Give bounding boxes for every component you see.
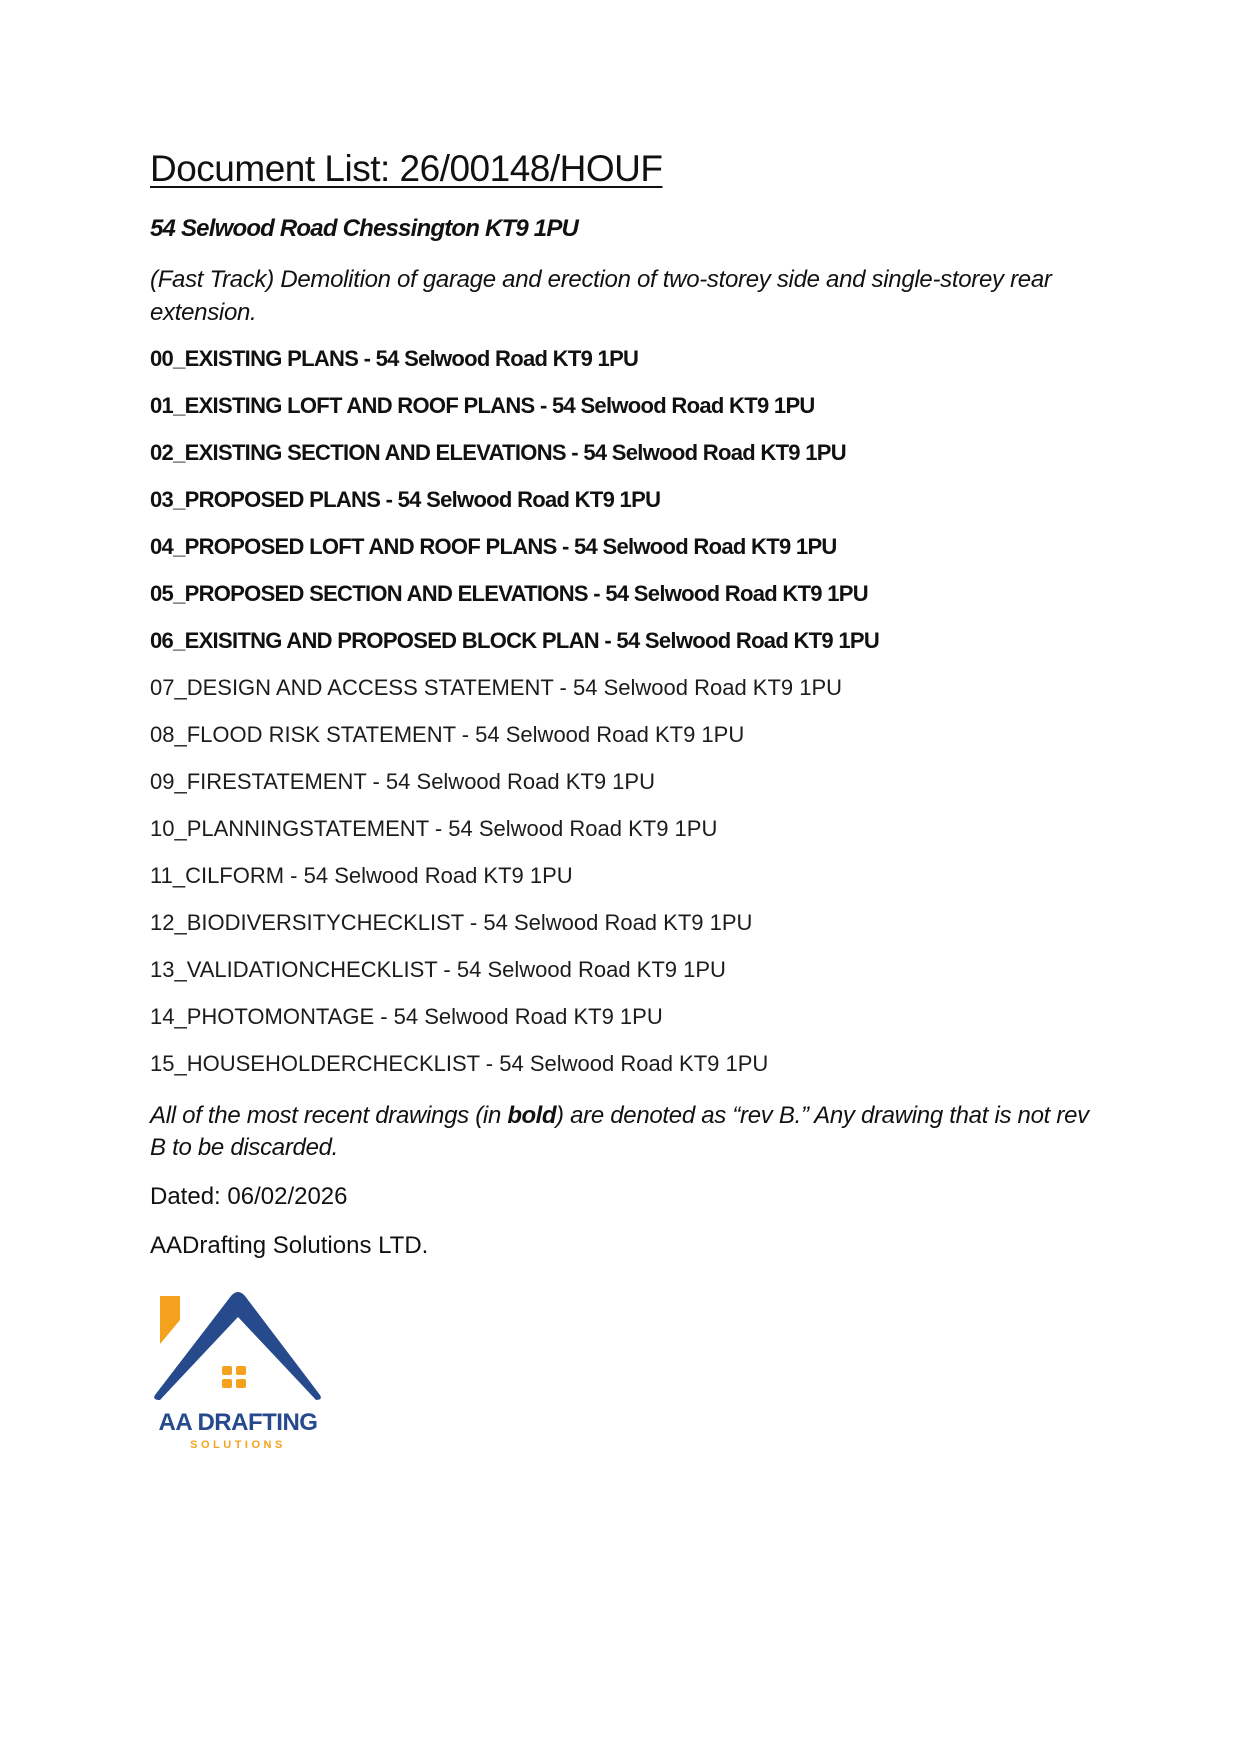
document-list-item: 02_EXISTING SECTION AND ELEVATIONS - 54 Selwood Road KT9 1PU — [150, 440, 846, 465]
document-list-item: 06_EXISITNG AND PROPOSED BLOCK PLAN - 54 Selwood Road KT9 1PU — [150, 628, 880, 653]
document-list-item: 13_VALIDATIONCHECKLIST - 54 Selwood Road KT9 1PU — [150, 957, 726, 982]
logo-window-pane — [222, 1366, 232, 1375]
document-list-item: 14_PHOTOMONTAGE - 54 Selwood Road KT9 1PU — [150, 1004, 663, 1029]
revision-note-prefix: All of the most recent drawings (in — [150, 1102, 508, 1129]
proposal-description: (Fast Track) Demolition of garage and erection of two-storey side and single-storey rear extension. — [150, 266, 1052, 326]
company-logo — [150, 1282, 330, 1454]
logo-window-pane — [222, 1379, 232, 1388]
document-list-item: 08_FLOOD RISK STATEMENT - 54 Selwood Road KT9 1PU — [150, 722, 745, 747]
document-list-item: 09_FIRESTATEMENT - 54 Selwood Road KT9 1PU — [150, 769, 655, 794]
logo-window-pane — [236, 1366, 246, 1375]
logo-subtitle: SOLUTIONS — [190, 1439, 286, 1451]
document-list-item: 07_DESIGN AND ACCESS STATEMENT - 54 Selwood Road KT9 1PU — [150, 675, 843, 700]
document-list-item: 15_HOUSEHOLDERCHECKLIST - 54 Selwood Road KT9 1PU — [150, 1051, 769, 1076]
dated-line: Dated: 06/02/2026 — [150, 1183, 348, 1210]
document-list-item: 12_BIODIVERSITYCHECKLIST - 54 Selwood Road KT9 1PU — [150, 910, 753, 935]
site-address: 54 Selwood Road Chessington KT9 1PU — [150, 215, 579, 242]
document-title: Document List: 26/00148/HOUF — [150, 148, 663, 189]
document-list — [150, 346, 879, 1098]
revision-note-emphasis: bold — [507, 1102, 557, 1129]
document-list-item: 10_PLANNINGSTATEMENT - 54 Selwood Road KT9 1PU — [150, 816, 718, 841]
document-list-item: 04_PROPOSED LOFT AND ROOF PLANS - 54 Selwood Road KT9 1PU — [150, 534, 837, 559]
logo-orange-chimney — [160, 1296, 180, 1344]
document-list-item: 00_EXISTING PLANS - 54 Selwood Road KT9 1PU — [150, 346, 639, 371]
document-list-item: 05_PROPOSED SECTION AND ELEVATIONS - 54 Selwood Road KT9 1PU — [150, 581, 868, 606]
document-list-item: 11_CILFORM - 54 Selwood Road KT9 1PU — [150, 863, 573, 888]
revision-note — [150, 1100, 1100, 1164]
logo-name: AA DRAFTING — [158, 1409, 318, 1436]
company-name: AADrafting Solutions LTD. — [150, 1232, 429, 1259]
logo-window-pane — [236, 1379, 246, 1388]
revision-note-suffix: ) are denoted as “rev B.” Any drawing that is not rev B to be discarded. — [150, 1102, 1089, 1161]
document-list-item: 03_PROPOSED PLANS - 54 Selwood Road KT9 1PU — [150, 487, 661, 512]
document-list-item: 01_EXISTING LOFT AND ROOF PLANS - 54 Selwood Road KT9 1PU — [150, 393, 815, 418]
